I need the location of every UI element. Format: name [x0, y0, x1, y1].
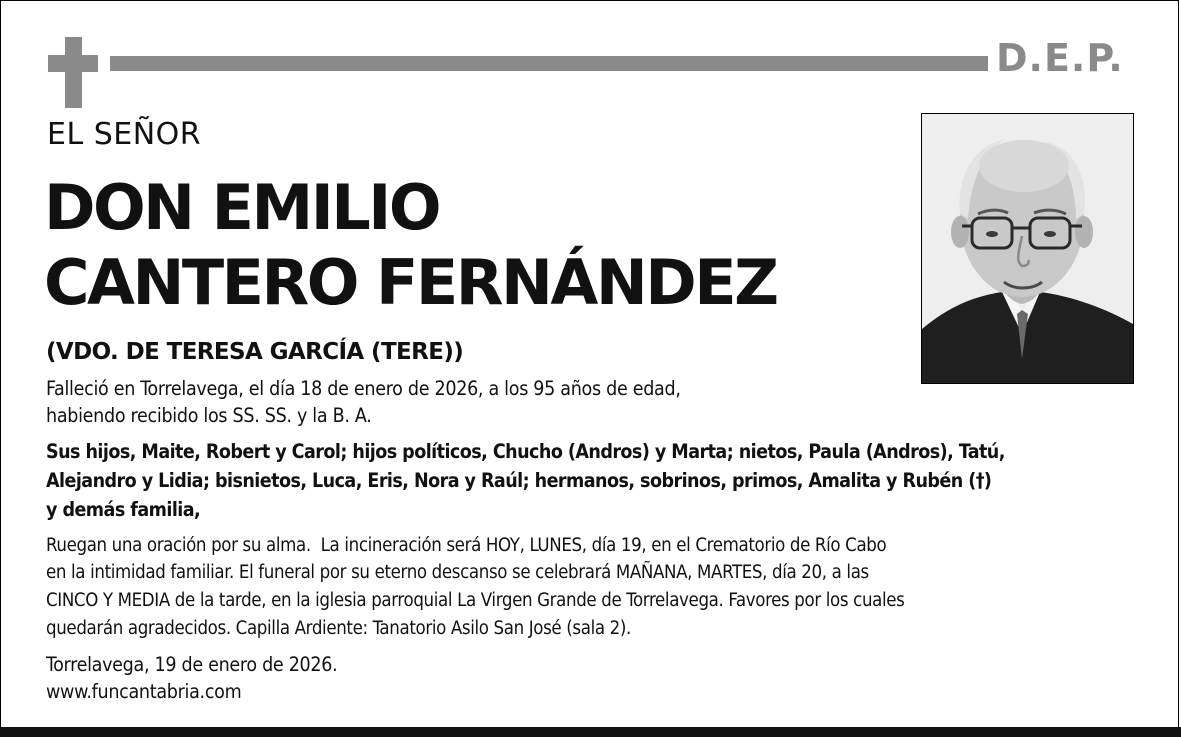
- dep-label: D.E.P.: [996, 36, 1124, 80]
- ceremony-line3: CINCO Y MEDIA de la tarde, en la iglesia parroquial La Virgen Grande de Torrelavega. Favores por los cuales: [46, 590, 905, 611]
- bottom-rule: [0, 727, 1181, 737]
- honorific-title: EL SEÑOR: [47, 117, 202, 152]
- family-line2: Alejandro y Lidia; bisnietos, Luca, Eris, Nora y Raúl; hermanos, sobrinos, primos, Amalita y Rubén (†): [46, 469, 992, 492]
- header-rule: [110, 56, 988, 71]
- deceased-name-line1: DON EMILIO: [44, 171, 440, 244]
- place-date: Torrelavega, 19 de enero de 2026.: [46, 653, 338, 676]
- portrait-illustration: [922, 114, 1133, 383]
- widower-note: (VDO. DE TERESA GARCÍA (TERE)): [46, 339, 464, 365]
- death-notice-line1: Falleció en Torrelavega, el día 18 de enero de 2026, a los 95 años de edad,: [46, 377, 681, 400]
- family-line1: Sus hijos, Maite, Robert y Carol; hijos políticos, Chucho (Andros) y Marta; nietos, Paula (Andros), Tatú,: [46, 440, 1005, 463]
- death-notice-line2: habiendo recibido los SS. SS. y la B. A.: [46, 404, 372, 427]
- ceremony-line4: quedarán agradecidos. Capilla Ardiente: Tanatorio Asilo San José (sala 2).: [46, 618, 631, 639]
- cross-horizontal-bar: [48, 55, 98, 72]
- deceased-name-line2: CANTERO FERNÁNDEZ: [44, 246, 777, 319]
- portrait-photo: [921, 113, 1134, 384]
- family-line3: y demás familia,: [46, 498, 201, 521]
- ceremony-line2: en la intimidad familiar. El funeral por su eterno descanso se celebrará MAÑANA, MARTES, día 20, a las: [46, 562, 869, 583]
- cross-vertical-bar: [65, 37, 82, 108]
- deceased-name: [44, 170, 777, 320]
- ceremony-line1: Ruegan una oración por su alma. La incineración será HOY, LUNES, día 19, en el Crematorio de Río Cabo: [46, 535, 887, 556]
- website-link[interactable]: www.funcantabria.com: [46, 680, 242, 703]
